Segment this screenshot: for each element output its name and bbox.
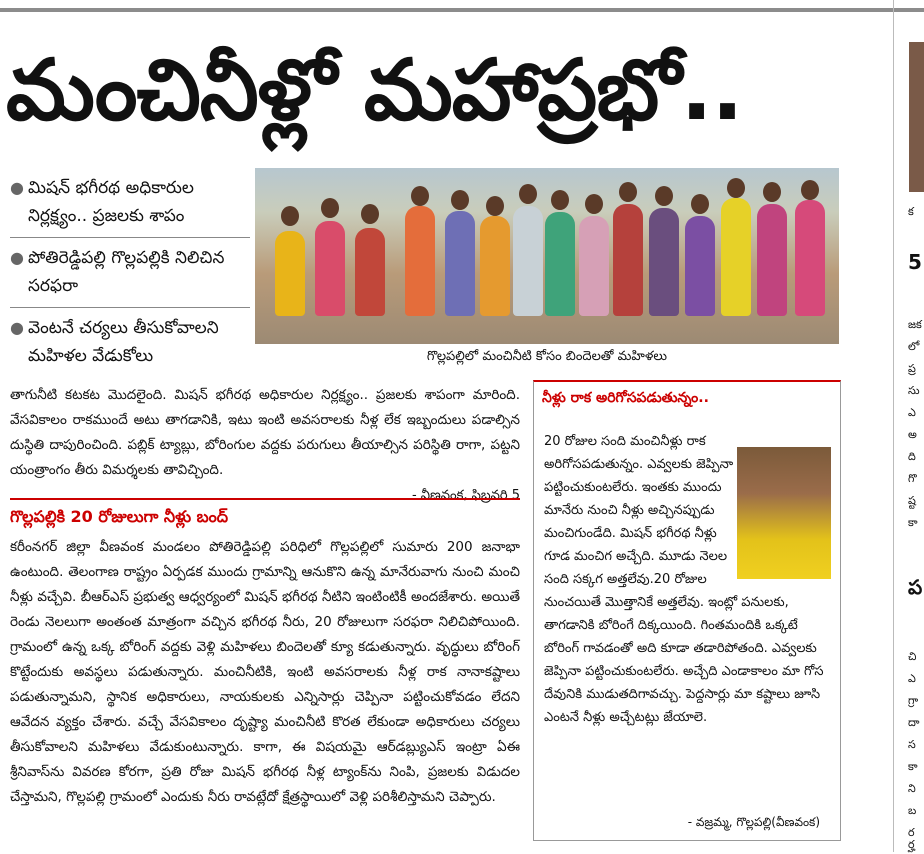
intro-text: తాగునీటి కటకట మొదలైంది. మిషన్ భగీరథ అధికారుల నిర్లక్ష్యం.. ప్రజలకు శాపంగా మారింది. వేసవికాలం రాకముందే అటు తాగడానికి, ఇటు ఇంటి అవసరాలకు నీళ్ల లేక ఇబ్బందులు పడాల్సిన దుస్థితి దాపురించింది. పబ్లిక్ ట్యాబ్లు, బోరింగుల వద్దకు పరుగులు తీయాల్సిన పరిస్థితి రాగా, పట్టని యంత్రాంగం తీరు విమర్శలకు తావిచ్చింది. bbox=[10, 387, 520, 478]
right-column-fragment bbox=[893, 0, 924, 852]
subheading: గొల్లపల్లికి 20 రోజులుగా నీళ్లు బంద్ bbox=[10, 498, 520, 530]
fragment: చి bbox=[908, 650, 917, 663]
fragment: గ్రా bbox=[908, 694, 919, 707]
quote-box-heading: నీళ్లు రాక అరిగోసపడుతున్నం.. bbox=[542, 390, 709, 406]
bullet-item bbox=[10, 238, 250, 308]
bullet-text: మిషన్ భగీరథ అధికారుల నిర్లక్ష్యం.. ప్రజలకు శాపం bbox=[28, 178, 194, 226]
quote-signature: - వజ్రమ్మ, గొల్లపల్లి(వీణవంక) bbox=[687, 815, 820, 829]
quote-body: 20 రోజుల సంది మంచినీళ్లు రాక అరిగోసపడుతున్నం. ఎవ్వలకు జెప్పినా పట్టించుకుంటలేరు. ఇంతకు ముందు మానేరు నుంచి నీళ్లు అచ్చినప్పుడు మంచిగుండేది. మిషన్ భగీరథ నీళ్లు గూడ మంచిగ అచ్చేది. మూడు నెలల సంది సక్కగ అత్తలేవు.20 రోజుల నుంచయితే మొత్తానికే అత్తలేవు. ఇంట్లో పనులకు, తాగడానికి బోరింగే దిక్కయింది. గింతమందికి ఒక్కటే బోరింగ్ గావడంతో అది కూడా తడారిపోతంది. ఎవ్వలకు జెప్పినా పట్టించుకుంటలేరు. అచ్చేది ఎండాకాలం మా గోస దేవునికి ముడుతదిగావచ్చు. పెద్దసార్లు మా కష్టాలు జూసి ఎంటనే నీళ్లు అచ్చేటట్లు జేయాలె. bbox=[544, 434, 824, 725]
bullet-dot-icon: ● bbox=[10, 178, 24, 197]
bullet-item bbox=[10, 308, 250, 377]
bullet-list bbox=[10, 168, 250, 377]
fragment: ప్ర bbox=[908, 362, 916, 375]
top-rule bbox=[0, 8, 924, 12]
fragment: కా bbox=[908, 516, 918, 529]
headline: మంచినీళ్లో మహాప్రభో.. bbox=[6, 41, 743, 139]
fragment: బ bbox=[908, 804, 917, 817]
fragment: స bbox=[908, 738, 916, 751]
bullet-dot-icon: ● bbox=[10, 318, 24, 337]
dateline: - వీణవంక, ఫిబ్రవరి 5 bbox=[411, 488, 520, 503]
fragment: ని bbox=[908, 782, 916, 795]
right-column-photo bbox=[909, 42, 924, 192]
fragment: ర bbox=[908, 826, 915, 839]
fragment: ష్ట bbox=[908, 494, 916, 507]
fragment: అ bbox=[908, 428, 917, 441]
bullet-item bbox=[10, 168, 250, 238]
fragment: క bbox=[908, 205, 914, 218]
fragment: లో bbox=[908, 340, 920, 353]
fragment: గొ bbox=[908, 472, 917, 485]
fragment: ర్హ bbox=[908, 838, 915, 851]
fragment: సు bbox=[908, 384, 920, 397]
fragment: ఎ bbox=[908, 672, 916, 685]
fragment: ప bbox=[908, 575, 923, 599]
quote-box bbox=[533, 380, 841, 841]
intro-paragraph bbox=[10, 383, 520, 508]
fragment: ఎ bbox=[908, 406, 916, 419]
fragment: 5 bbox=[908, 250, 922, 274]
body-text: కరీంనగర్ జిల్లా వీణవంక మండలం పోతిరెడ్డిపల్లి పరిధిలో గొల్లపల్లిలో సుమారు 200 జనాభా ఉంటుంది. తెలంగాణ రాష్ట్రం ఏర్పడక ముందు గ్రామాన్ని ఆనుకొని ఉన్న మానేరువాగు నుంచి మంచి నీళ్లు వచ్చేవి. బీఆర్ఎస్ ప్రభుత్వ ఆధ్వర్యంలో మిషన్ భగీరథ నీటిని ఇంటింటికీ అందజేశారు. అయితే రెండు నెలలుగా అంతంత మాత్రంగా వచ్చిన భగీరథ నీరు, 20 రోజులుగా సరఫరా నిలిచిపోయింది. గ్రామంలో ఉన్న ఒక్క బోరింగ్ వద్దకు వెళ్లి మహిళలు బిందెలతో క్యూ కడుతున్నారు. వృద్ధులు బోరింగ్ కొట్టేందుకు అవస్థలు పడుతున్నారు. మంచినీటికి, ఇంటి అవసరాలకు నీళ్ల రాక నానాకష్టాలు పడుతున్నామని, స్థానిక అధికారులు, నాయకులకు ఎన్నిసార్లు చెప్పినా పట్టించుకోవడం లేదని ఆవేదన వ్యక్తం చేశారు. వచ్చే వేసవికాలం దృష్ట్యా మంచినీటి కొరత లేకుండా అధికారులు చర్యలు తీసుకోవాలని మహిళలు వేడుకుంటున్నారు. కాగా, ఈ విషయమై ఆర్‌డబ్ల్యుఎస్ ఇంట్రా ఏఈ శ్రీనివాస్‌ను వివరణ కోరగా, ప్రతి రోజు మిషన్ భగీరథ నీళ్ల ట్యాంక్‌ను నింపి, ప్రజలకు విడుదల చేస్తామని, గొల్లపల్లి గ్రామంలో ఎందుకు నీరు రావట్లేదో క్షేత్రస్థాయిలో వెళ్లి పరిశీలిస్తామని చెప్పారు. bbox=[10, 539, 520, 805]
bullet-dot-icon: ● bbox=[10, 248, 24, 267]
quote-text bbox=[544, 430, 834, 729]
photo-caption: గొల్లపల్లిలో మంచినీటి కోసం బిందెలతో మహిళలు bbox=[426, 349, 668, 364]
fragment: కా bbox=[908, 760, 918, 773]
bullet-text: పోతిరెడ్డిపల్లి గొల్లపల్లికి నిలిచిన సరఫరా bbox=[28, 248, 225, 296]
fragment: జక bbox=[908, 318, 922, 331]
bullet-text: వెంటనే చర్యలు తీసుకోవాలని మహిళల వేడుకోలు bbox=[28, 318, 219, 366]
fragment: ది bbox=[908, 450, 916, 463]
news-photo bbox=[255, 168, 839, 344]
fragment: దా bbox=[908, 716, 920, 729]
